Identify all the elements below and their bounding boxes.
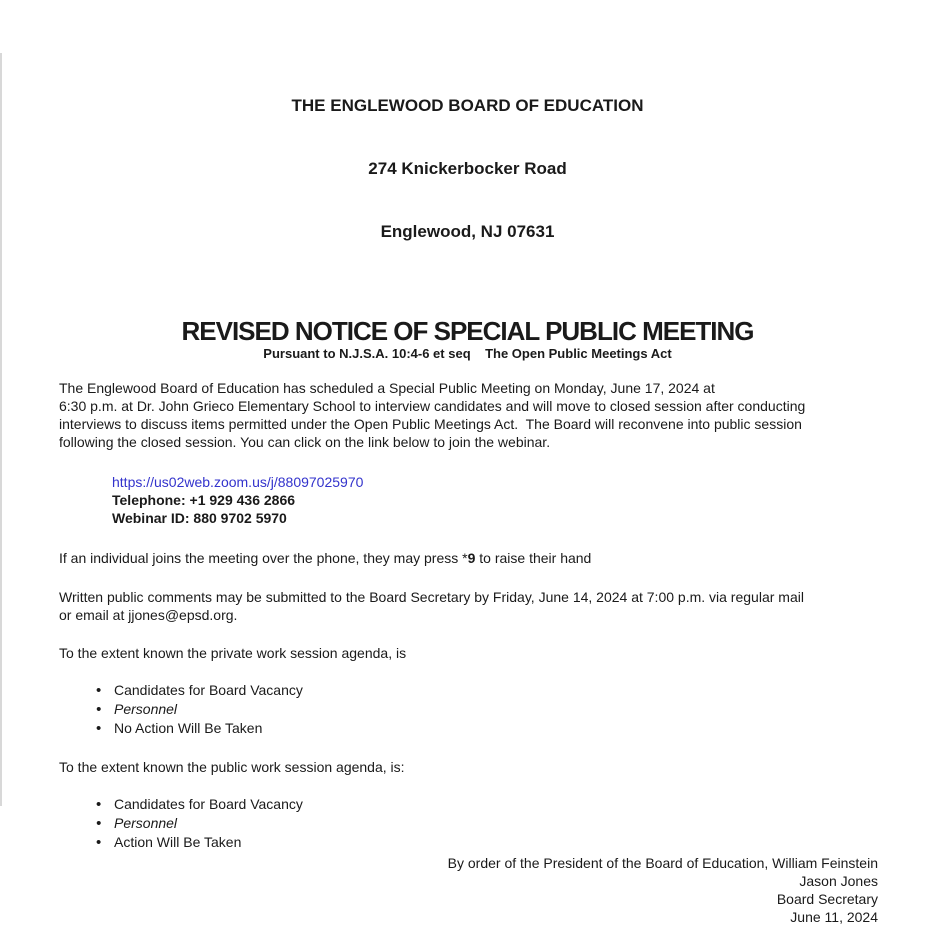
notice-title: REVISED NOTICE OF SPECIAL PUBLIC MEETING — [181, 316, 754, 346]
document-page — [0, 53, 933, 925]
phone-note-suffix: to raise their hand — [475, 550, 592, 566]
public-comments-paragraph — [59, 588, 878, 624]
zoom-webinar-link[interactable]: https://us02web.zoom.us/j/88097025970 — [112, 474, 364, 490]
intro-line: following the closed session. You can click on the link below to join the webinar. — [59, 434, 551, 450]
list-item: • No Action Will Be Taken — [59, 719, 878, 738]
phone-note-prefix: If an individual joins the meeting over the phone, they may press * — [59, 550, 468, 566]
intro-line: The Englewood Board of Education has scheduled a Special Public Meeting on Monday, June 17, 2024 at — [59, 380, 715, 396]
list-item: • Personnel — [59, 700, 878, 719]
closing-signatory-name: Jason Jones — [799, 873, 878, 889]
telephone-line: Telephone: +1 929 436 2866 — [112, 492, 296, 508]
private-session-heading: To the extent known the private work session agenda, is — [59, 645, 407, 661]
notice-subtitle: Pursuant to N.J.S.A. 10:4-6 et seq The Open Public Meetings Act — [263, 346, 672, 361]
intro-paragraph — [59, 379, 878, 451]
list-item: • Candidates for Board Vacancy — [59, 681, 878, 700]
list-item: • Candidates for Board Vacancy — [59, 795, 878, 814]
public-session-list — [59, 795, 878, 852]
document-header — [2, 53, 933, 284]
org-name: THE ENGLEWOOD BOARD OF EDUCATION — [291, 96, 644, 115]
closing-block — [59, 854, 878, 926]
closing-by-order-line: By order of the President of the Board of Education, William Feinstein — [447, 855, 878, 871]
document-body — [59, 379, 878, 926]
webinar-info-block — [112, 473, 878, 527]
comments-line: Written public comments may be submitted to the Board Secretary by Friday, June 14, 2024 at 7:00 p.m. via regular mail — [59, 589, 804, 605]
comments-line: or email at jjones@epsd.org. — [59, 607, 238, 623]
intro-line: 6:30 p.m. at Dr. John Grieco Elementary School to interview candidates and will move to closed session after conducting — [59, 398, 806, 414]
list-item: • Action Will Be Taken — [59, 833, 878, 852]
private-session-list — [59, 681, 878, 738]
org-address: 274 Knickerbocker Road — [368, 159, 567, 178]
phone-note-key: 9 — [467, 550, 476, 566]
org-city-state-zip: Englewood, NJ 07631 — [380, 222, 555, 241]
intro-line: interviews to discuss items permitted under the Open Public Meetings Act. The Board will reconvene into public session — [59, 416, 802, 432]
list-item: • Personnel — [59, 814, 878, 833]
closing-date: June 11, 2024 — [790, 909, 878, 925]
phone-raise-hand-note — [59, 549, 878, 567]
closing-signatory-title: Board Secretary — [776, 891, 878, 907]
public-session-heading: To the extent known the public work session agenda, is: — [59, 759, 405, 775]
webinar-id-line: Webinar ID: 880 9702 5970 — [112, 510, 287, 526]
